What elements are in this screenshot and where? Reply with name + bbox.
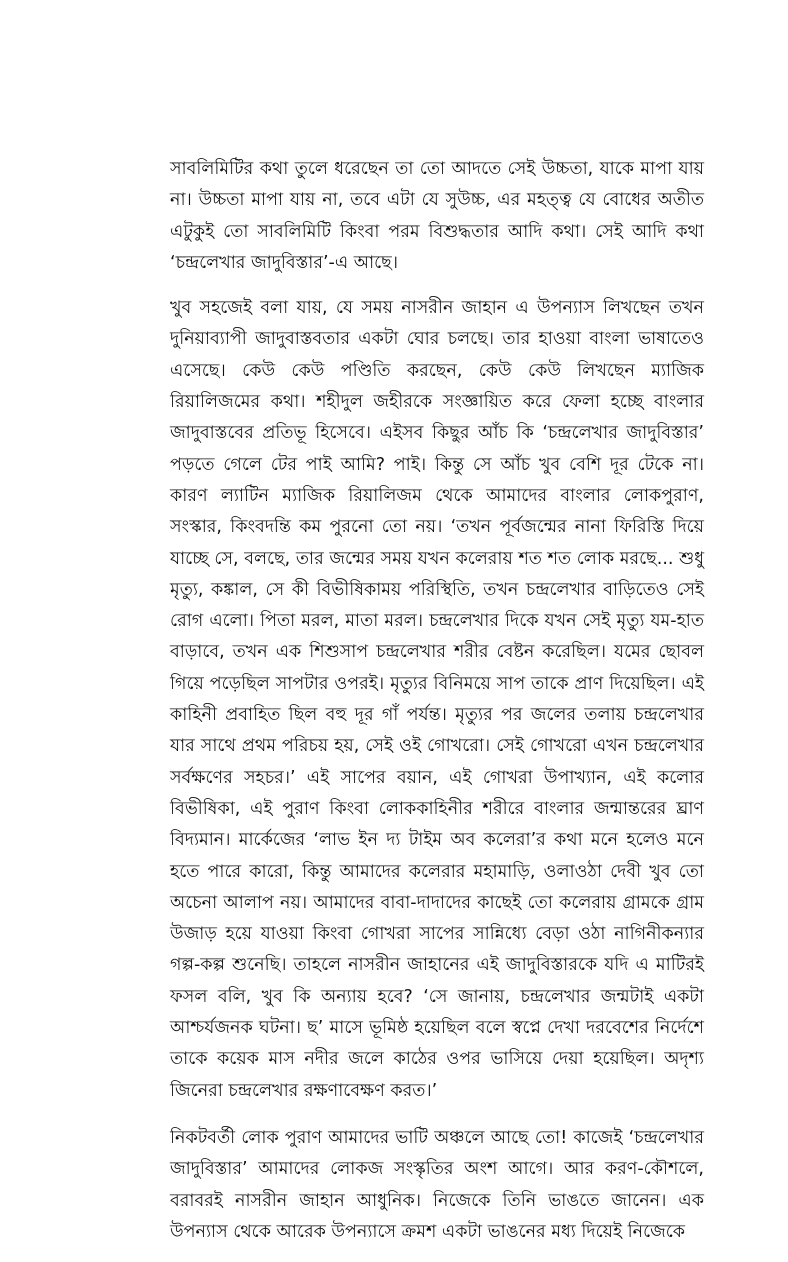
book-page (170, 154, 704, 1262)
paragraph-magic-realism: খুব সহজেই বলা যায়, যে সময় নাসরীন জাহান এ উপন্যাস লিখছেন তখন দুনিয়াব্যাপী জাদুবাস্তবতার একটা ঘোর চলছে। তার হাওয়া বাংলা ভাষাতেও এসেছে। কেউ কেউ পণ্ডিতি করছেন, কেউ কেউ লিখছেন ম্যাজিক রিয়ালিজমের কথা। শহীদুল জহীরকে সংজ্ঞায়িত করে ফেলা হচ্ছে বাংলার জাদুবাস্তবের প্রতিভূ হিসেবে। এইসব কিছুর আঁচ কি ‘চন্দ্রলেখার জাদুবিস্তার’ পড়তে গেলে টের পাই আমি? পাই। কিন্তু সে আঁচ খুব বেশি দূর টেকে না। কারণ ল্যাটিন ম্যাজিক রিয়ালিজম থেকে আমাদের বাংলার লোকপুরাণ, সংস্কার, কিংবদন্তি কম পুরনো তো নয়। ‘তখন পূর্বজন্মের নানা ফিরিস্তি দিয়ে যাচ্ছে সে, বলছে, তার জন্মের সময় যখন কলেরায় শত শত লোক মরছে... শুধু মৃত্যু, কঙ্কাল, সে কী বিভীষিকাময় পরিস্থিতি, তখন চন্দ্রলেখার বাড়িতেও সেই রোগ এলো। পিতা মরল, মাতা মরল। চন্দ্রলেখার দিকে যখন সেই মৃত্যু যম-হাত বাড়াবে, তখন এক শিশুসাপ চন্দ্রলেখার শরীর বেষ্টন করেছিল। যমের ছোবল গিয়ে পড়েছিল সাপটার ওপরই। মৃত্যুর বিনিময়ে সাপ তাকে প্রাণ দিয়েছিল। এই কাহিনী প্রবাহিত ছিল বহু দূর গাঁ পর্যন্ত। মৃত্যুর পর জলের তলায় চন্দ্রলেখার যার সাথে প্রথম পরিচয় হয়, সেই ওই গোখরো। সেই গোখরো এখন চন্দ্রলেখার সর্বক্ষণের সহচর।’ এই সাপের বয়ান, এই গোখরা উপাখ্যান, এই কলোর বিভীষিকা, এই পুরাণ কিংবা লোককাহিনীর শরীরে বাংলার জন্মান্তরের ঘ্রাণ বিদ্যমান। মার্কেজের ‘লাভ ইন দ্য টাইম অব কলেরা’র কথা মনে হলেও মনে হতে পারে কারো, কিন্তু আমাদের কলেরার মহামাড়ি, ওলাওঠা দেবী খুব তো অচেনা আলাপ নয়। আমাদের বাবা-দাদাদের কাছেই তো কলেরায় গ্রামকে গ্রাম উজাড় হয়ে যাওয়া কিংবা গোখরা সাপের সান্নিধ্যে বেড়া ওঠা নাগিনীকন্যার গল্প-কল্প শুনেছি। তাহলে নাসরীন জাহানের এই জাদুবিস্তারকে যদি এ মাটিরই ফসল বলি, খুব কি অন্যায় হবে? ‘সে জানায়, চন্দ্রলেখার জন্মটাই একটা আশ্চর্যজনক ঘটনা। ছ’ মাসে ভূমিষ্ঠ হয়েছিল বলে স্বপ্নে দেখা দরবেশের নির্দেশে তাকে কয়েক মাস নদীর জলে কাঠের ওপর ভাসিয়ে দেয়া হয়েছিল। অদৃশ্য জিনেরা চন্দ্রলেখার রক্ষণাবেক্ষণ করত।’ (170, 298, 704, 1101)
paragraph-folk-culture: নিকটবর্তী লোক পুরাণ আমাদের ভাটি অঞ্চলে আছে তো! কাজেই ‘চন্দ্রলেখার জাদুবিস্তার’ আমাদের লোকজ সংস্কৃতির অংশ আগে। আর করণ-কৌশলে, বরাবরই নাসরীন জাহান আধুনিক। নিজেকে তিনি ভাঙতে জানেন। এক উপন্যাস থেকে আরেক উপন্যাসে ক্রমশ একটা ভাঙনের মধ্য দিয়েই নিজেকে (170, 1127, 704, 1242)
paragraph-sublimity: সাবলিমিটির কথা তুলে ধরেছেন তা তো আদতে সেই উচ্চতা, যাকে মাপা যায় না। উচ্চতা মাপা যায় না, তবে এটা যে সুউচ্চ, এর মহত্ত্ব যে বোধের অতীত এটুকুই তো সাবলিমিটি কিংবা পরম বিশুদ্ধতার আদি কথা। সেই আদি কথা ‘চন্দ্রলেখার জাদুবিস্তার’-এ আছে। (170, 159, 704, 273)
